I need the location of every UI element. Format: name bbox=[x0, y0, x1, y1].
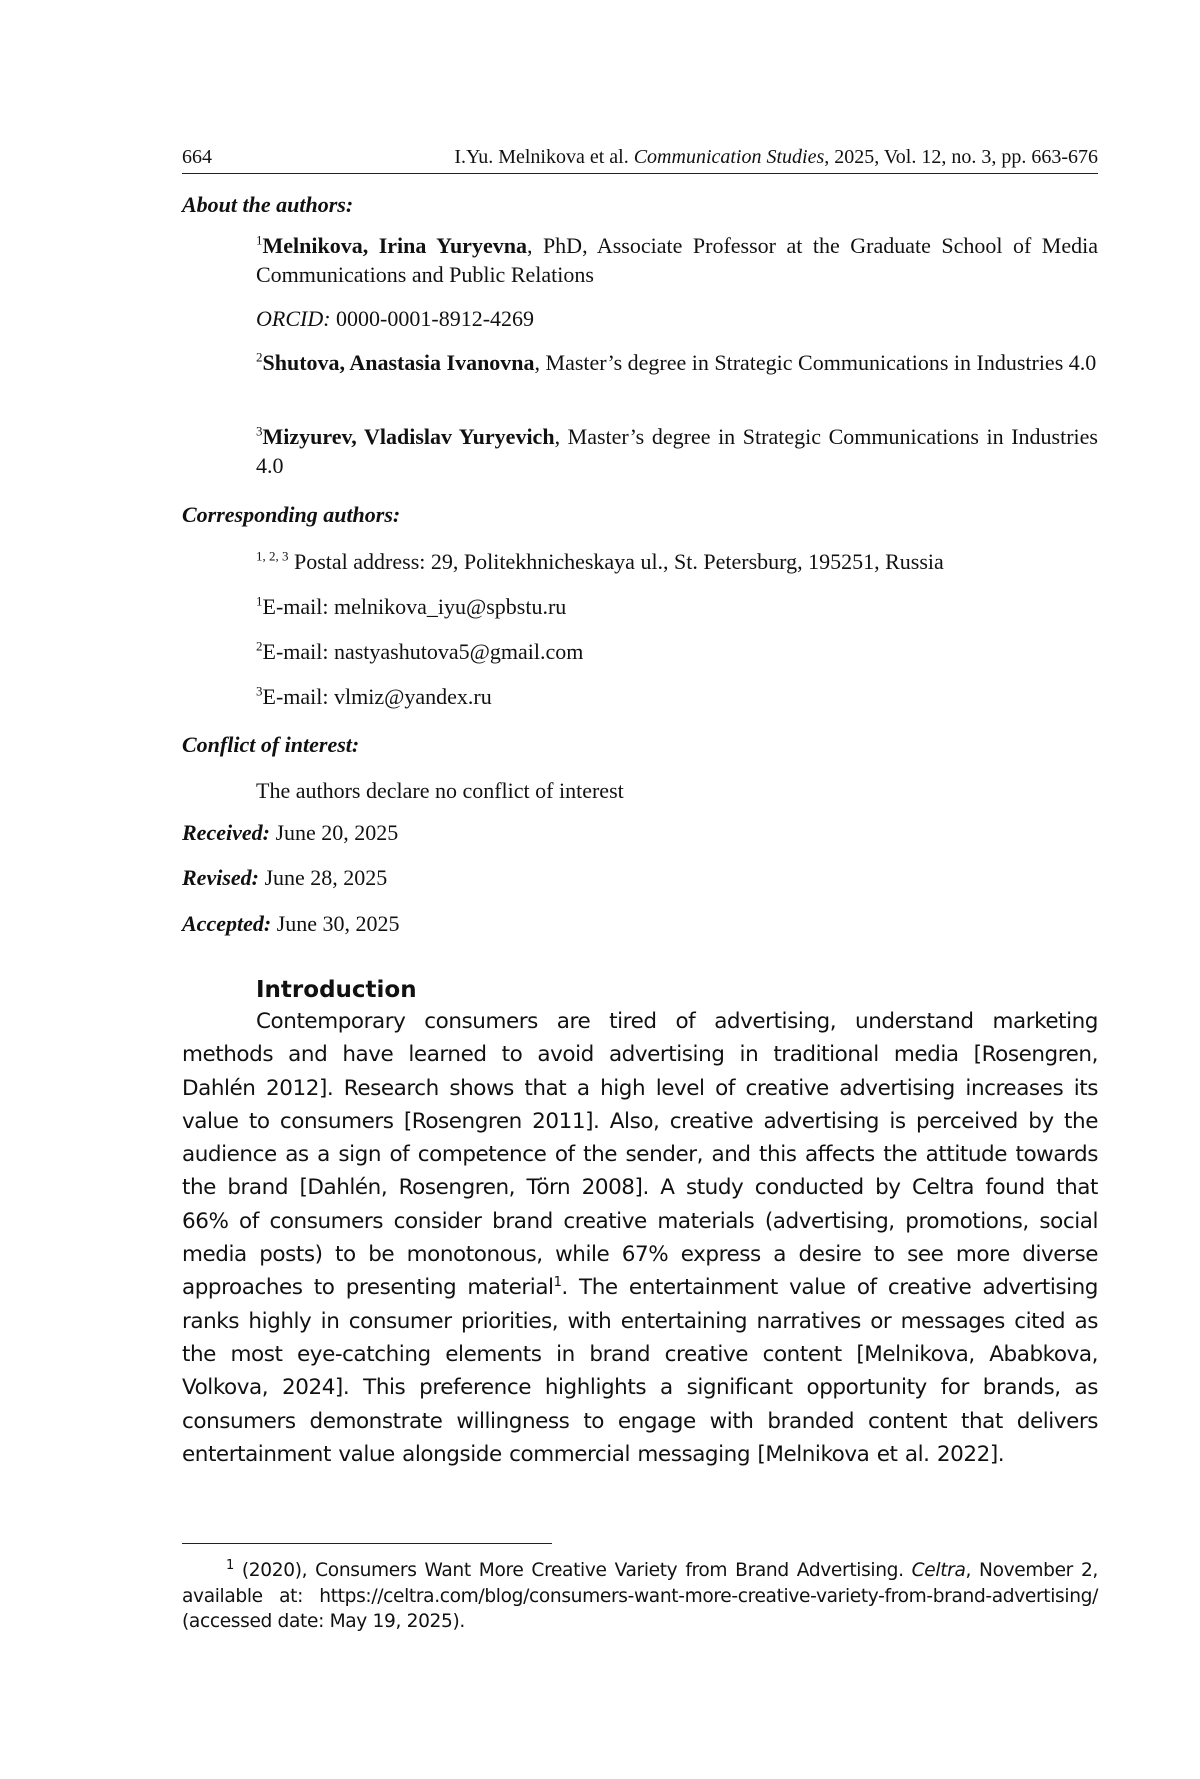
running-head-citation bbox=[454, 141, 1098, 173]
footnote-text-before: (2020), Consumers Want More Creative Variety from Brand Advertising. bbox=[233, 1560, 912, 1581]
email-2-sup: 2 bbox=[256, 638, 263, 654]
footnote-mark: 1 bbox=[226, 1557, 234, 1573]
author-2-sup: 2 bbox=[256, 349, 263, 365]
author-3-sup: 3 bbox=[256, 423, 263, 439]
footnote-reference[interactable]: 1 bbox=[553, 1275, 562, 1291]
footnote-text-after: , November 2, available at: https://celtra.com/blog/consumers-want-more-creative-variety-from-brand-advertising/ (accessed date: May 19, 2025). bbox=[182, 1560, 1098, 1632]
about-authors-heading: About the authors: bbox=[182, 192, 354, 217]
accepted-date: June 30, 2025 bbox=[271, 911, 400, 936]
footnote-source: Celtra bbox=[911, 1560, 966, 1581]
orcid-line bbox=[256, 304, 1098, 333]
journal-title: Communication Studies bbox=[633, 146, 825, 168]
email-1-sup: 1 bbox=[256, 593, 263, 609]
revised-line bbox=[182, 863, 387, 893]
conflict-text: The authors declare no conflict of interest bbox=[256, 778, 624, 803]
author-3-details: , Master’s degree in Strategic Communications in Industries 4.0 bbox=[256, 424, 1098, 478]
email-line-3 bbox=[256, 682, 1098, 711]
email-1-text: E-mail: melnikova_iyu@spbstu.ru bbox=[262, 594, 567, 619]
author-2-name: Shutova, Anastasia Ivanovna bbox=[262, 350, 535, 375]
intro-text-part-1: Contemporary consumers are tired of advertising, understand marketing methods and have learned to avoid advertising in traditional media [Rosengren, Dahlén 2012]. Research shows that a high level of creative advertising increases its value to consumers [Rosengren 2011]. Also, creative advertising is perceived by the audience as a sign of competence of the sender, and this affects the attitude towards the brand [Dahlén, Rosengren, Törn 2008]. A study conducted by Celtra found that 66% of consumers consider brand creative materials (advertising, promotions, social media posts) to be monotonous, while 67% express a desire to see more diverse approaches to presenting material bbox=[182, 1009, 1098, 1301]
postal-text: Postal address: 29, Politekhnicheskaya ul., St. Petersburg, 195251, Russia bbox=[288, 549, 944, 574]
author-entry-2 bbox=[256, 348, 1098, 377]
received-date: June 20, 2025 bbox=[269, 820, 399, 845]
corresponding-authors-heading: Corresponding authors: bbox=[182, 502, 401, 527]
header-volume-issue: , 2025, Vol. 12, no. 3, pp. 663-676 bbox=[824, 146, 1098, 168]
email-line-2 bbox=[256, 637, 1098, 666]
revised-date: June 28, 2025 bbox=[258, 865, 388, 890]
email-3-sup: 3 bbox=[256, 683, 263, 699]
author-2-details: , Master’s degree in Strategic Communications in Industries 4.0 bbox=[534, 350, 1097, 375]
author-1-details: , PhD, Associate Professor at the Graduate School of Media Communications and Public Relations bbox=[256, 233, 1098, 287]
received-label: Received: bbox=[182, 820, 270, 845]
orcid-value: 0000-0001-8912-4269 bbox=[330, 306, 535, 331]
page-number: 664 bbox=[182, 146, 212, 168]
footnote-1 bbox=[182, 1558, 1098, 1635]
running-header bbox=[182, 141, 1098, 174]
author-entry-3 bbox=[256, 422, 1098, 480]
conflict-heading: Conflict of interest: bbox=[182, 732, 360, 757]
accepted-line bbox=[182, 909, 400, 939]
author-1-name: Melnikova, Irina Yuryevna bbox=[262, 233, 527, 258]
orcid-label: ORCID: bbox=[256, 306, 331, 331]
postal-sup: 1, 2, 3 bbox=[256, 548, 289, 564]
intro-text-part-2: . The entertainment value of creative advertising ranks highly in consumer priorities, with entertaining narratives or messages cited as the most eye-catching elements in brand creative content [Melnikova, Ababkova, Volkova, 2024]. This preference highlights a significant opportunity for brands, as consumers demonstrate willingness to engage with branded content that delivers entertainment value alongside commercial messaging [Melnikova et al. 2022]. bbox=[182, 1275, 1098, 1467]
revised-label: Revised: bbox=[182, 865, 259, 890]
email-2-text: E-mail: nastyashutova5@gmail.com bbox=[262, 639, 584, 664]
author-entry-1 bbox=[256, 231, 1098, 289]
footnote-divider bbox=[182, 1543, 552, 1544]
header-authors: I.Yu. Melnikova et al. bbox=[454, 146, 629, 168]
introduction-heading: Introduction bbox=[256, 977, 417, 1003]
author-3-name: Mizyurev, Vladislav Yuryevich bbox=[262, 424, 555, 449]
email-line-1 bbox=[256, 592, 1098, 621]
received-line bbox=[182, 818, 398, 848]
introduction-paragraph bbox=[182, 1005, 1098, 1471]
postal-address bbox=[256, 547, 1098, 576]
author-1-sup: 1 bbox=[256, 232, 263, 248]
email-3-text: E-mail: vlmiz@yandex.ru bbox=[262, 684, 492, 709]
accepted-label: Accepted: bbox=[182, 911, 272, 936]
